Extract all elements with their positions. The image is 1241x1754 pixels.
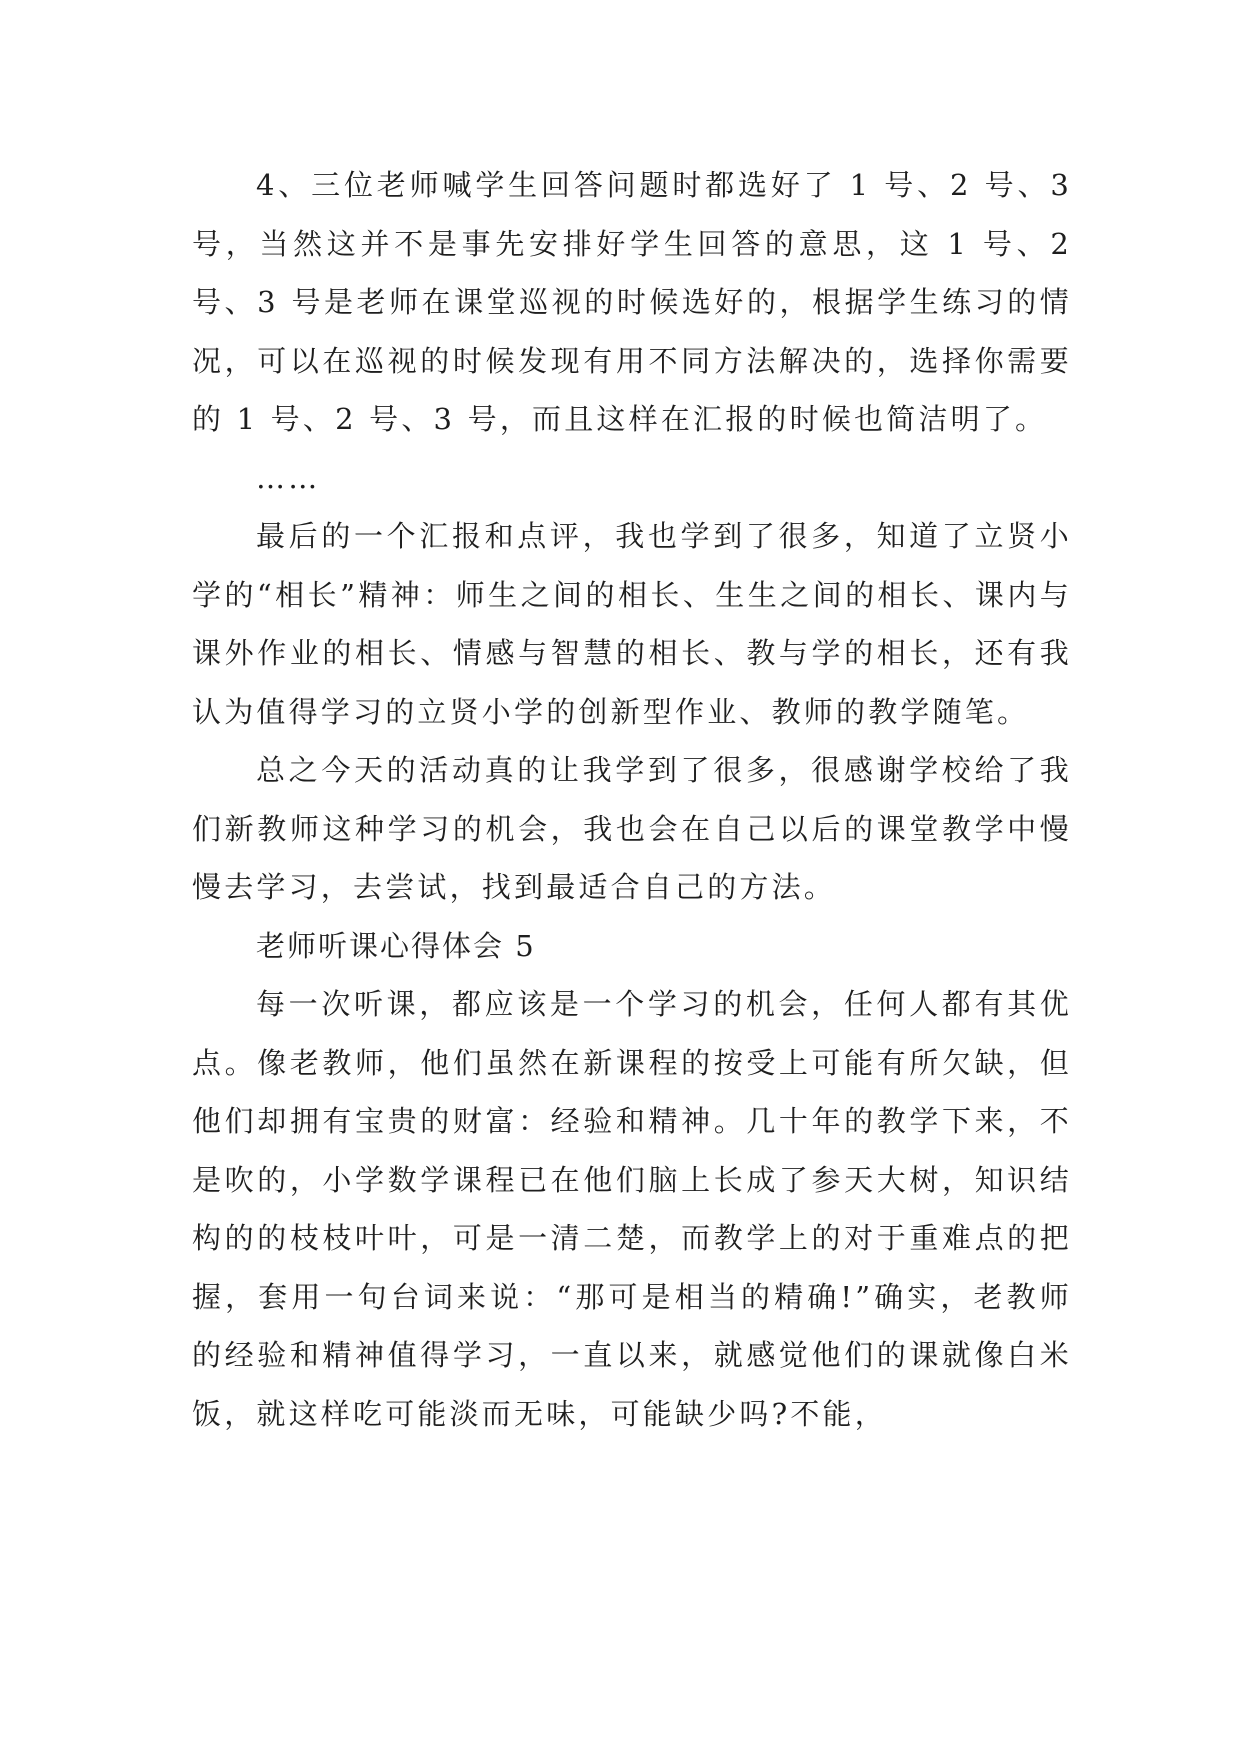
paragraph-summary: 总之今天的活动真的让我学到了很多，很感谢学校给了我们新教师这种学习的机会，我也会在自己以后的课堂教学中慢慢去学习，去尝试，找到最适合自己的方法。 — [192, 753, 1072, 904]
document-body — [192, 156, 1072, 1443]
paragraph-observation-4: 4、三位老师喊学生回答问题时都选好了 1 号、2 号、3 号，当然这并不是事先安排好学生回答的意思，这 1 号、2 号、3 号是老师在课堂巡视的时候选好的，根据学生练习的情况，可以在巡视的时候发现有用不同方法解决的，选择你需要的 1 号、2 号、3 号，而且这样在汇报的时候也简洁明了。 — [192, 168, 1072, 436]
paragraph-ellipsis: …… — [256, 460, 321, 495]
section-heading: 老师听课心得体会 5 — [256, 928, 536, 963]
paragraph-lesson-learning: 每一次听课，都应该是一个学习的机会，任何人都有其优点。像老教师，他们虽然在新课程的按受上可能有所欠缺，但他们却拥有宝贵的财富：经验和精神。几十年的教学下来，不是吹的，小学数学课程已在他们脑上长成了参天大树，知识结构的的枝枝叶叶，可是一清二楚，而教学上的对于重难点的把握，套用一句台词来说：“那可是相当的精确!”确实，老教师的经验和精神值得学习，一直以来，就感觉他们的课就像白米饭，就这样吃可能淡而无味，可能缺少吗?不能， — [192, 987, 1072, 1431]
paragraph-report-review: 最后的一个汇报和点评，我也学到了很多，知道了立贤小学的“相长”精神：师生之间的相长、生生之间的相长、课内与课外作业的相长、情感与智慧的相长、教与学的相长，还有我认为值得学习的立贤小学的创新型作业、教师的教学随笔。 — [192, 519, 1072, 729]
